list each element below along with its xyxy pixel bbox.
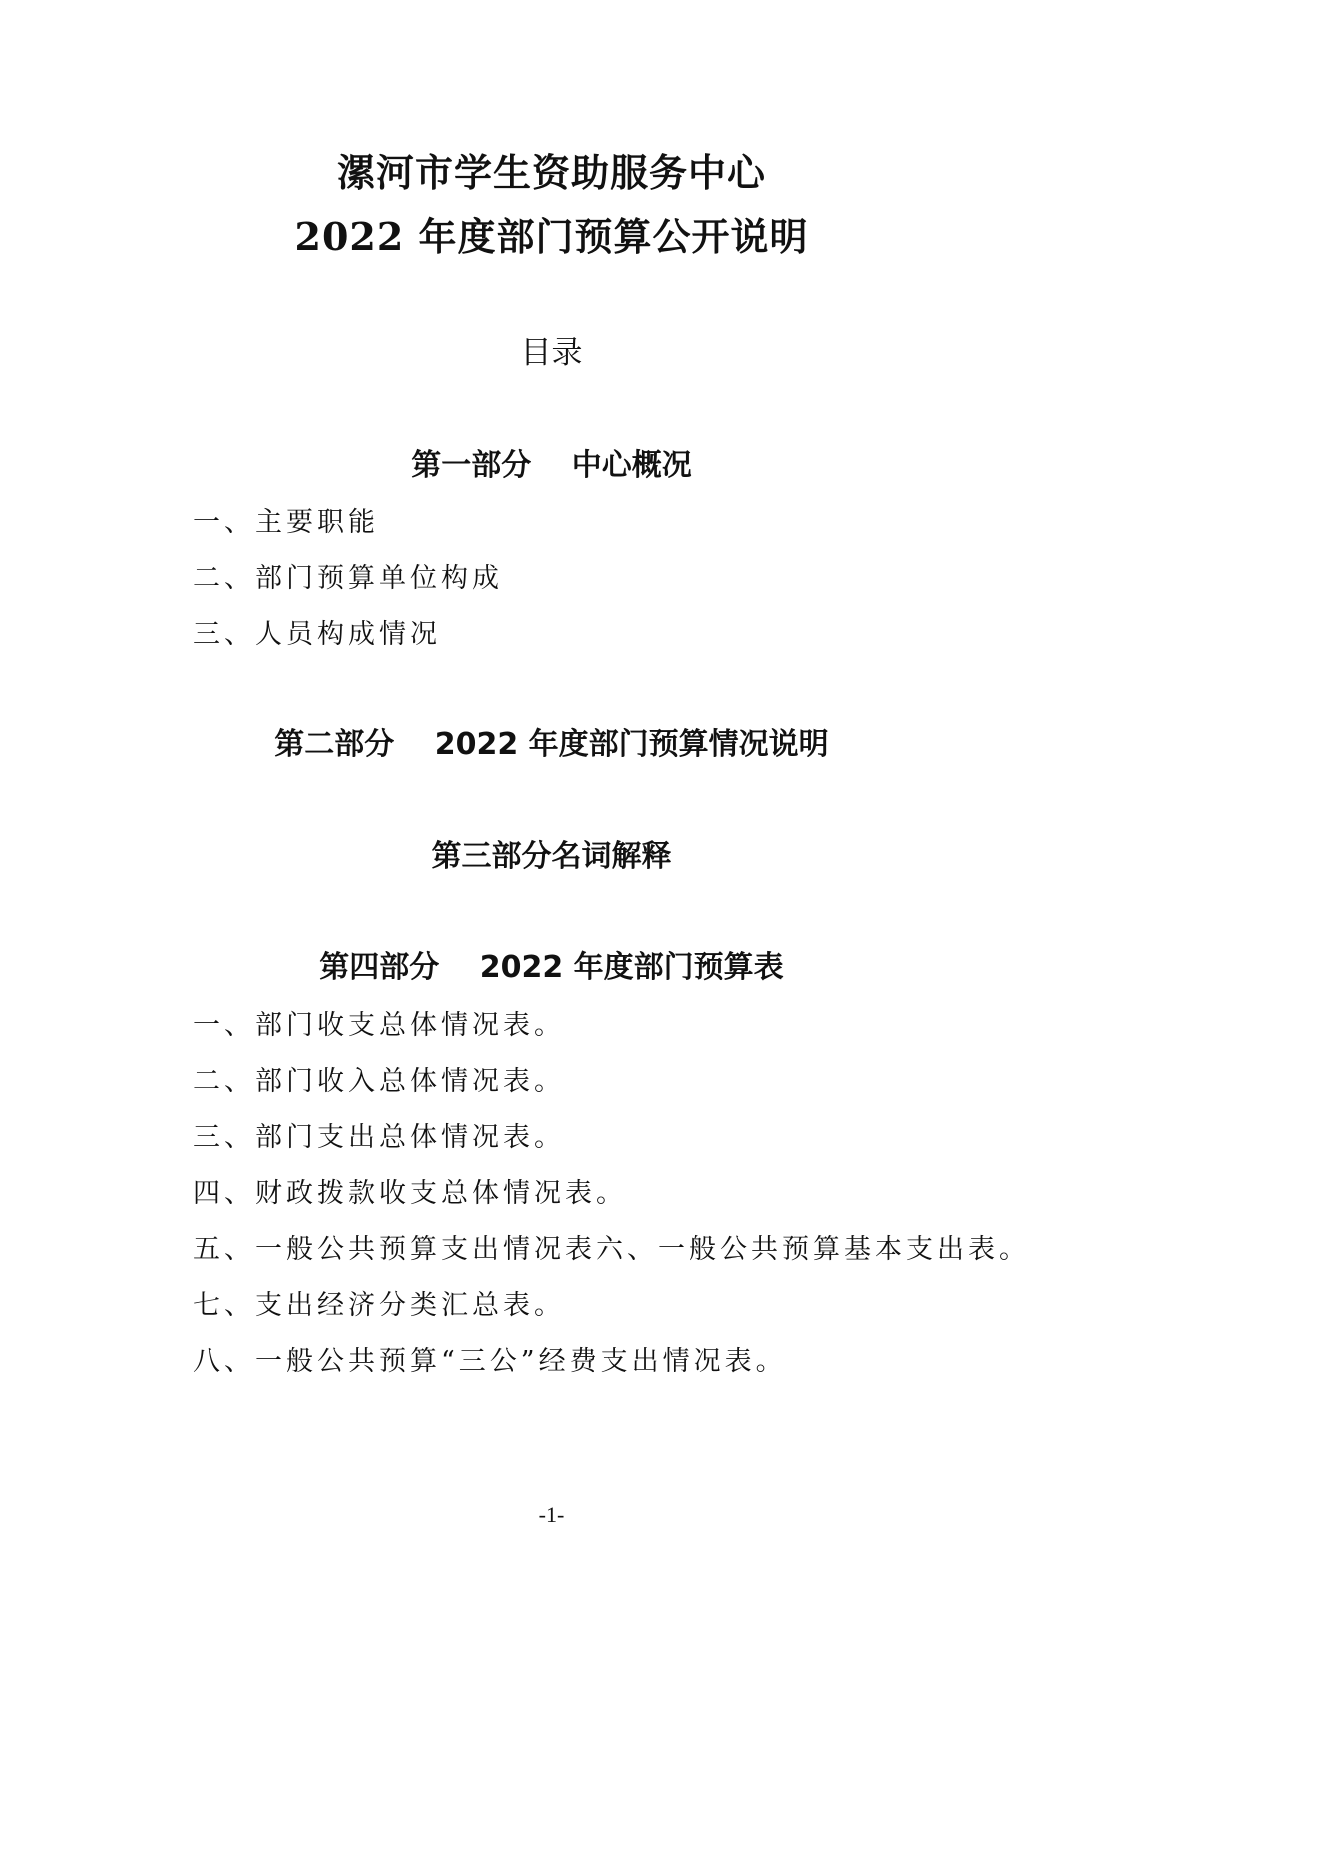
part2-heading: 第二部分 2022 年度部门预算情况说明 (274, 727, 829, 762)
page-number: -1- (538, 1502, 565, 1527)
part3-heading: 第三部分名词解释 (431, 839, 672, 874)
toc-heading: 目录 (520, 335, 583, 371)
part4-item-4: 四、财政拨款收支总体情况表。 (193, 1178, 627, 1209)
part4-item-5: 五、一般公共预算支出情况表六、一般公共预算基本支出表。 (193, 1234, 1030, 1265)
part1-item-3: 三、人员构成情况 (193, 619, 441, 650)
part1-heading: 第一部分 中心概况 (411, 448, 692, 483)
part4-item-7: 八、一般公共预算“三公”经费支出情况表。 (193, 1346, 787, 1377)
part4-item-6: 七、支出经济分类汇总表。 (193, 1290, 565, 1321)
part4-heading: 第四部分 2022 年度部门预算表 (319, 950, 784, 985)
document-title-line-2: 2022 年度部门预算公开说明 (294, 214, 809, 259)
part4-item-3: 三、部门支出总体情况表。 (193, 1122, 565, 1153)
part4-item-1: 一、部门收支总体情况表。 (193, 1010, 565, 1041)
part4-item-2: 二、部门收入总体情况表。 (193, 1066, 565, 1097)
document-title-line-1: 漯河市学生资助服务中心 (336, 150, 766, 195)
part1-item-2: 二、部门预算单位构成 (193, 563, 503, 594)
part1-item-1: 一、主要职能 (193, 507, 379, 538)
